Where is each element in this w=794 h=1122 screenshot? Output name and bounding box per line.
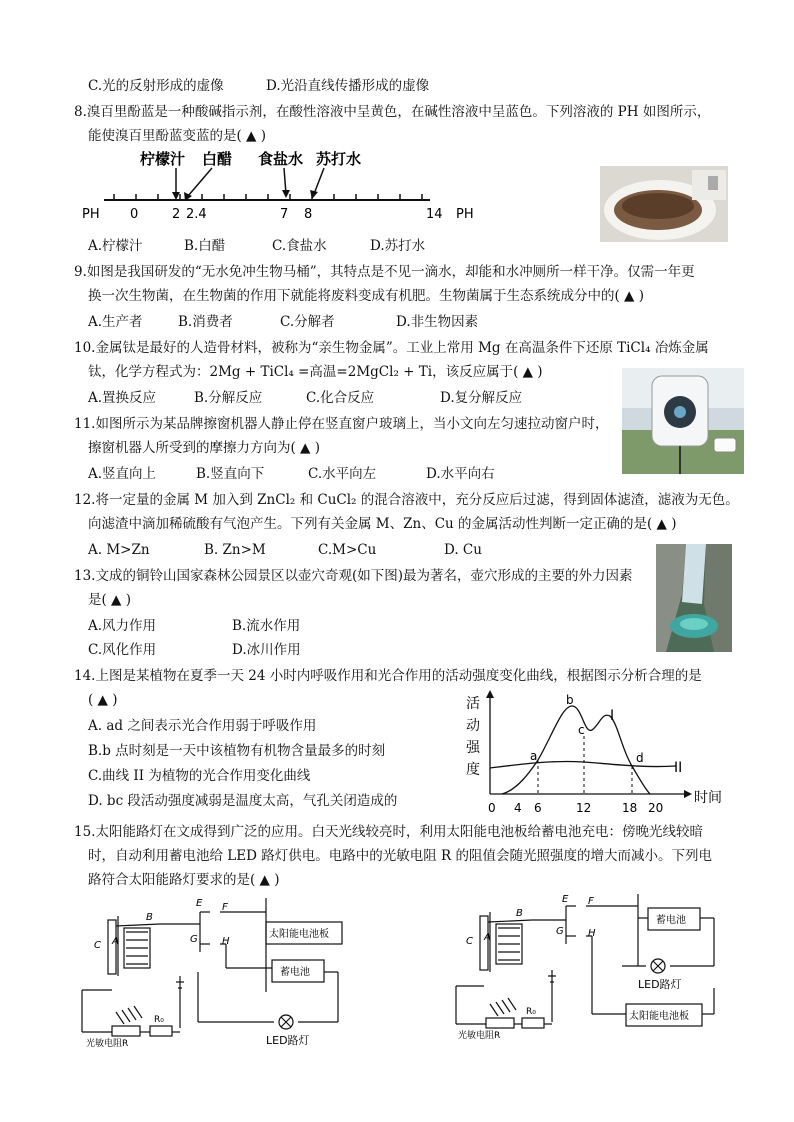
curve-label-I: I xyxy=(610,708,615,724)
curve-II xyxy=(490,761,676,768)
q8-option-c: C.食盐水 xyxy=(272,238,327,254)
q15-stem-line3: 路符合太阳能路灯要求的是( ▲ ) xyxy=(88,872,280,888)
c2-r0-label: R₀ xyxy=(526,1007,536,1017)
q14-option-c: C.曲线 II 为植物的光合作用变化曲线 xyxy=(88,768,311,784)
circuit-diagram-2 xyxy=(452,888,742,1044)
ph-tick-2-4: 2.4 xyxy=(186,207,207,222)
q9-option-d: D.非生物因素 xyxy=(396,314,479,330)
ph-tick-2: 2 xyxy=(172,207,181,222)
q10-stem-line2: 钛，化学方程式为：2Mg + TiCl₄ =高温=2MgCl₂ + Ti，该反应属于( ▲ ) xyxy=(88,364,543,380)
q9-option-a: A.生产者 xyxy=(88,314,143,330)
c1-label-f: F xyxy=(222,902,228,913)
point-c: c xyxy=(578,723,585,737)
c1-label-c: C xyxy=(94,940,101,951)
q15-stem-line1: 15.太阳能路灯在文成得到广泛的应用。白天光线较亮时，利用太阳能电池板给蓄电池充电：傍晚光线较暗 xyxy=(74,824,703,840)
graph-ylabel-3: 强 xyxy=(466,740,480,756)
graph-xlabel: 时间 xyxy=(694,790,722,806)
q13-option-a: A.风力作用 xyxy=(88,618,157,634)
ph-axis-right: PH xyxy=(456,207,474,222)
q13-option-b: B.流水作用 xyxy=(232,618,301,634)
q9-option-b: B.消费者 xyxy=(178,314,233,330)
ph-label-vinegar: 白醋 xyxy=(202,150,233,168)
curve-label-II: II xyxy=(674,760,683,776)
point-a: a xyxy=(530,749,538,763)
q13-stem-line1: 13.文成的铜铃山国家森林公园景区以壶穴奇观(如下图)最为著名，壶穴形成的主要的外力因素 xyxy=(74,568,633,584)
q11-stem-line2: 擦窗机器人所受到的摩擦力方向为( ▲ ) xyxy=(88,440,320,456)
c2-label-e: E xyxy=(562,894,569,905)
graph-ylabel-4: 度 xyxy=(466,762,480,778)
c1-label-e: E xyxy=(196,898,203,909)
c1-label-b: B xyxy=(146,912,153,923)
xtick-4: 4 xyxy=(514,801,522,815)
q11-option-a: A.竖直向上 xyxy=(88,466,157,482)
ph-label-lemon: 柠檬汁 xyxy=(140,150,186,168)
q11-option-b: B.竖直向下 xyxy=(196,466,265,482)
c1-r0-label: R₀ xyxy=(154,1015,164,1025)
q12-option-c: C.M>Cu xyxy=(318,542,377,558)
q8-stem-line1: 8.溴百里酚蓝是一种酸碱指示剂，在酸性溶液中呈黄色，在碱性溶液中呈蓝色。下列溶液的 PH 如图所示， xyxy=(74,104,711,120)
xtick-18: 18 xyxy=(622,801,638,815)
ph-tick-0: 0 xyxy=(130,207,139,222)
q8-option-d: D.苏打水 xyxy=(370,238,426,254)
c2-label-h: H xyxy=(588,928,596,939)
q14-option-d: D. bc 段活动强度减弱是温度太高，气孔关闭造成的 xyxy=(88,793,398,809)
point-d: d xyxy=(636,751,644,765)
activity-curve-graph xyxy=(462,690,734,816)
q14-stem-line2: ( ▲ ) xyxy=(88,692,118,708)
c1-battery-label: 蓄电池 xyxy=(280,967,310,978)
q10-option-c: C.化合反应 xyxy=(306,390,375,406)
c2-label-b: B xyxy=(516,908,523,919)
xtick-0: 0 xyxy=(488,801,496,815)
ph-label-soda: 苏打水 xyxy=(316,150,362,168)
c2-battery-label: 蓄电池 xyxy=(656,915,686,926)
q12-stem-line2: 向滤渣中滴加稀硫酸有气泡产生。下列有关金属 M、Zn、Cu 的金属活动性判断一定正确的是( ▲ ) xyxy=(88,516,677,532)
ph-axis-left: PH xyxy=(82,207,100,222)
c1-lamp-label: LED路灯 xyxy=(266,1034,310,1047)
c1-solar-label: 太阳能电池板 xyxy=(269,929,329,940)
c1-ldr-label: 光敏电阻R xyxy=(86,1039,129,1048)
xtick-6: 6 xyxy=(534,801,542,815)
pothole-photo xyxy=(656,544,732,652)
q12-option-a: A. M>Zn xyxy=(88,542,150,558)
q14-stem-line1: 14.上图是某植物在夏季一天 24 小时内呼吸作用和光合作用的活动强度变化曲线，根据图示分析合理的是 xyxy=(74,668,702,684)
xtick-20: 20 xyxy=(648,801,664,815)
q12-stem-line1: 12.将一定量的金属 M 加入到 ZnCl₂ 和 CuCl₂ 的混合溶液中，充分反应后过滤，得到固体滤渣，滤液为无色。 xyxy=(74,492,739,508)
q7-option-c: C.光的反射形成的虚像 xyxy=(88,78,224,94)
c2-label-c: C xyxy=(466,936,473,947)
ph-label-salt: 食盐水 xyxy=(258,150,304,168)
ph-tick-7: 7 xyxy=(280,207,289,222)
c1-label-g: G xyxy=(190,934,198,945)
q11-option-d: D.水平向右 xyxy=(426,466,495,482)
c2-solar-label: 太阳能电池板 xyxy=(629,1011,689,1022)
c2-label-g: G xyxy=(556,926,564,937)
q9-option-c: C.分解者 xyxy=(280,314,335,330)
q8-option-a: A.柠檬汁 xyxy=(88,238,143,254)
graph-ylabel-1: 活 xyxy=(466,696,480,712)
c2-label-f: F xyxy=(588,896,594,907)
c2-lamp-label: LED路灯 xyxy=(638,978,682,991)
c1-label-a: A xyxy=(112,936,119,947)
ph-tick-14: 14 xyxy=(426,207,443,222)
c2-ldr-label: 光敏电阻R xyxy=(458,1031,501,1041)
q13-stem-line2: 是( ▲ ) xyxy=(88,592,131,608)
window-robot-photo xyxy=(622,368,744,474)
q15-stem-line2: 时，自动利用蓄电池给 LED 路灯供电。电路中的光敏电阻 R 的阻值会随光照强度的增大而减小。下列电 xyxy=(88,848,712,864)
ph-tick-8: 8 xyxy=(304,207,313,222)
graph-ylabel-2: 动 xyxy=(466,718,480,734)
q7-option-d: D.光沿直线传播形成的虚像 xyxy=(266,78,430,94)
point-b: b xyxy=(566,693,574,707)
q10-option-a: A.置换反应 xyxy=(88,390,157,406)
q12-option-d: D. Cu xyxy=(444,542,482,558)
c1-label-h: H xyxy=(222,936,230,947)
q12-option-b: B. Zn>M xyxy=(204,542,266,558)
xtick-12: 12 xyxy=(576,801,592,815)
q10-option-d: D.复分解反应 xyxy=(440,390,523,406)
q11-option-c: C.水平向左 xyxy=(308,466,377,482)
circuit-diagram-1 xyxy=(76,892,376,1048)
c2-label-a: A xyxy=(484,932,491,943)
q13-option-c: C.风化作用 xyxy=(88,642,157,658)
q8-stem-line2: 能使溴百里酚蓝变蓝的是( ▲ ) xyxy=(88,128,266,144)
q11-stem-line1: 11.如图所示为某品牌擦窗机器人静止停在竖直窗户玻璃上，当小文向左匀速拉动窗户时， xyxy=(74,416,609,432)
q10-stem-line1: 10.金属钛是最好的人造骨材料，被称为“亲生物金属”。工业上常用 Mg 在高温条件下还原 TiCl₄ 冶炼金属 xyxy=(74,340,709,356)
q13-option-d: D.冰川作用 xyxy=(232,642,301,658)
q14-option-b: B.b 点时刻是一天中该植物有机物含量最多的时刻 xyxy=(88,743,386,759)
q10-option-b: B.分解反应 xyxy=(194,390,263,406)
q8-option-b: B.白醋 xyxy=(184,238,226,254)
q9-stem-line1: 9.如图是我国研发的“无水免冲生物马桶”，其特点是不见一滴水，却能和水冲厕所一样干净。仅需一年更 xyxy=(74,264,695,280)
q14-option-a: A. ad 之间表示光合作用弱于呼吸作用 xyxy=(88,718,317,734)
ph-scale-diagram xyxy=(80,146,490,228)
q9-stem-line2: 换一次生物菌，在生物菌的作用下就能将废料变成有机肥。生物菌属于生态系统成分中的( ▲ ) xyxy=(88,288,644,304)
curve-I xyxy=(502,706,650,794)
toilet-photo xyxy=(600,166,728,242)
